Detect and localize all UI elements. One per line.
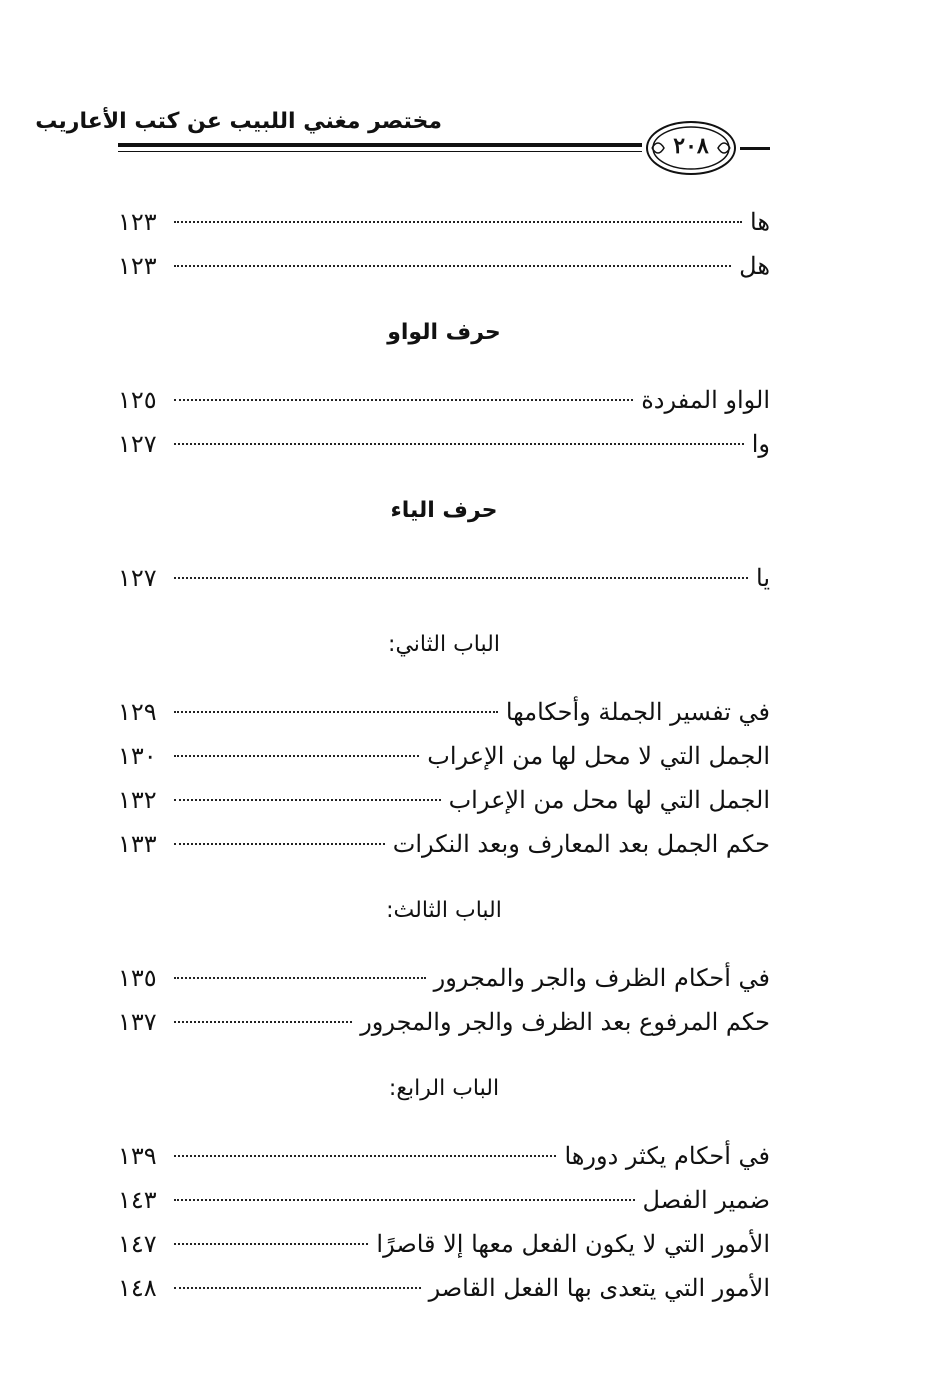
toc-entry xyxy=(118,1266,770,1310)
header-rule xyxy=(118,143,642,147)
header-tail-rule xyxy=(740,147,770,150)
entry-label: الجمل التي لها محل من الإعراب xyxy=(448,786,770,814)
entry-page: ١٢٧ xyxy=(118,430,157,458)
toc-entry xyxy=(118,690,770,734)
entry-label: في تفسير الجملة وأحكامها xyxy=(505,698,770,726)
entry-label: ها xyxy=(750,208,770,236)
leader-dots xyxy=(174,221,742,223)
entry-page: ١٣٩ xyxy=(118,1142,157,1170)
toc-entry xyxy=(118,244,770,288)
section-heading: حرف الياء xyxy=(390,498,498,523)
table-of-contents xyxy=(118,200,770,1310)
entry-page: ١٤٧ xyxy=(118,1230,157,1258)
leader-dots xyxy=(174,1199,635,1201)
entry-page: ١٢٣ xyxy=(118,252,157,280)
entry-label: الواو المفردة xyxy=(641,386,770,414)
toc-entry xyxy=(118,1222,770,1266)
leader-dots xyxy=(174,1021,352,1023)
entry-label: هل xyxy=(739,252,770,280)
leader-dots xyxy=(174,843,385,845)
entry-label: في أحكام يكثر دورها xyxy=(564,1142,770,1170)
toc-entry xyxy=(118,822,770,866)
book-title: مختصر مغني اللبيب عن كتب الأعاريب xyxy=(35,109,442,134)
entry-label: الأمور التي يتعدى بها الفعل القاصر xyxy=(428,1274,770,1302)
entry-page: ١٢٩ xyxy=(118,698,157,726)
entry-page: ١٣٣ xyxy=(118,830,157,858)
toc-entry xyxy=(118,778,770,822)
leader-dots xyxy=(174,399,633,401)
leader-dots xyxy=(174,711,498,713)
entry-label: ضمير الفصل xyxy=(642,1186,770,1214)
entry-label: في أحكام الظرف والجر والمجرور xyxy=(433,964,770,992)
entry-page: ١٣٧ xyxy=(118,1008,157,1036)
leader-dots xyxy=(174,577,748,579)
entry-page: ١٢٣ xyxy=(118,208,157,236)
leader-dots xyxy=(174,1155,556,1157)
section-heading: حرف الواو xyxy=(387,320,501,345)
page-number: ٢٠٨ xyxy=(673,133,709,159)
entry-label: وا xyxy=(751,430,770,458)
entry-page: ١٣٥ xyxy=(118,964,157,992)
leader-dots xyxy=(174,265,731,267)
toc-entry xyxy=(118,422,770,466)
entry-label: الأمور التي لا يكون الفعل معها إلا قاصرًا xyxy=(376,1230,770,1258)
entry-page: ١٤٣ xyxy=(118,1186,157,1214)
entry-page: ١٣٠ xyxy=(118,742,157,770)
page-number-ornament xyxy=(644,119,738,177)
chapter-heading: الباب الرابع: xyxy=(388,1076,500,1101)
entry-label: يا xyxy=(756,564,770,592)
header-rule-thin xyxy=(118,151,642,152)
toc-entry xyxy=(118,1000,770,1044)
chapter-heading: الباب الثالث: xyxy=(386,898,502,923)
entry-label: حكم المرفوع بعد الظرف والجر والمجرور xyxy=(360,1008,770,1036)
toc-entry xyxy=(118,1178,770,1222)
entry-page: ١٢٧ xyxy=(118,564,157,592)
leader-dots xyxy=(174,799,441,801)
toc-entry xyxy=(118,556,770,600)
toc-entry xyxy=(118,200,770,244)
toc-entry xyxy=(118,956,770,1000)
entry-page: ١٣٢ xyxy=(118,786,157,814)
toc-entry xyxy=(118,734,770,778)
entry-label: الجمل التي لا محل لها من الإعراب xyxy=(427,742,770,770)
running-header xyxy=(35,95,770,175)
entry-page: ١٤٨ xyxy=(118,1274,157,1302)
toc-entry xyxy=(118,1134,770,1178)
leader-dots xyxy=(174,1243,368,1245)
chapter-heading: الباب الثاني: xyxy=(388,632,500,657)
leader-dots xyxy=(174,1287,421,1289)
toc-entry xyxy=(118,378,770,422)
leader-dots xyxy=(174,977,426,979)
entry-page: ١٢٥ xyxy=(118,386,157,414)
entry-label: حكم الجمل بعد المعارف وبعد النكرات xyxy=(392,830,770,858)
leader-dots xyxy=(174,443,744,445)
leader-dots xyxy=(174,755,419,757)
